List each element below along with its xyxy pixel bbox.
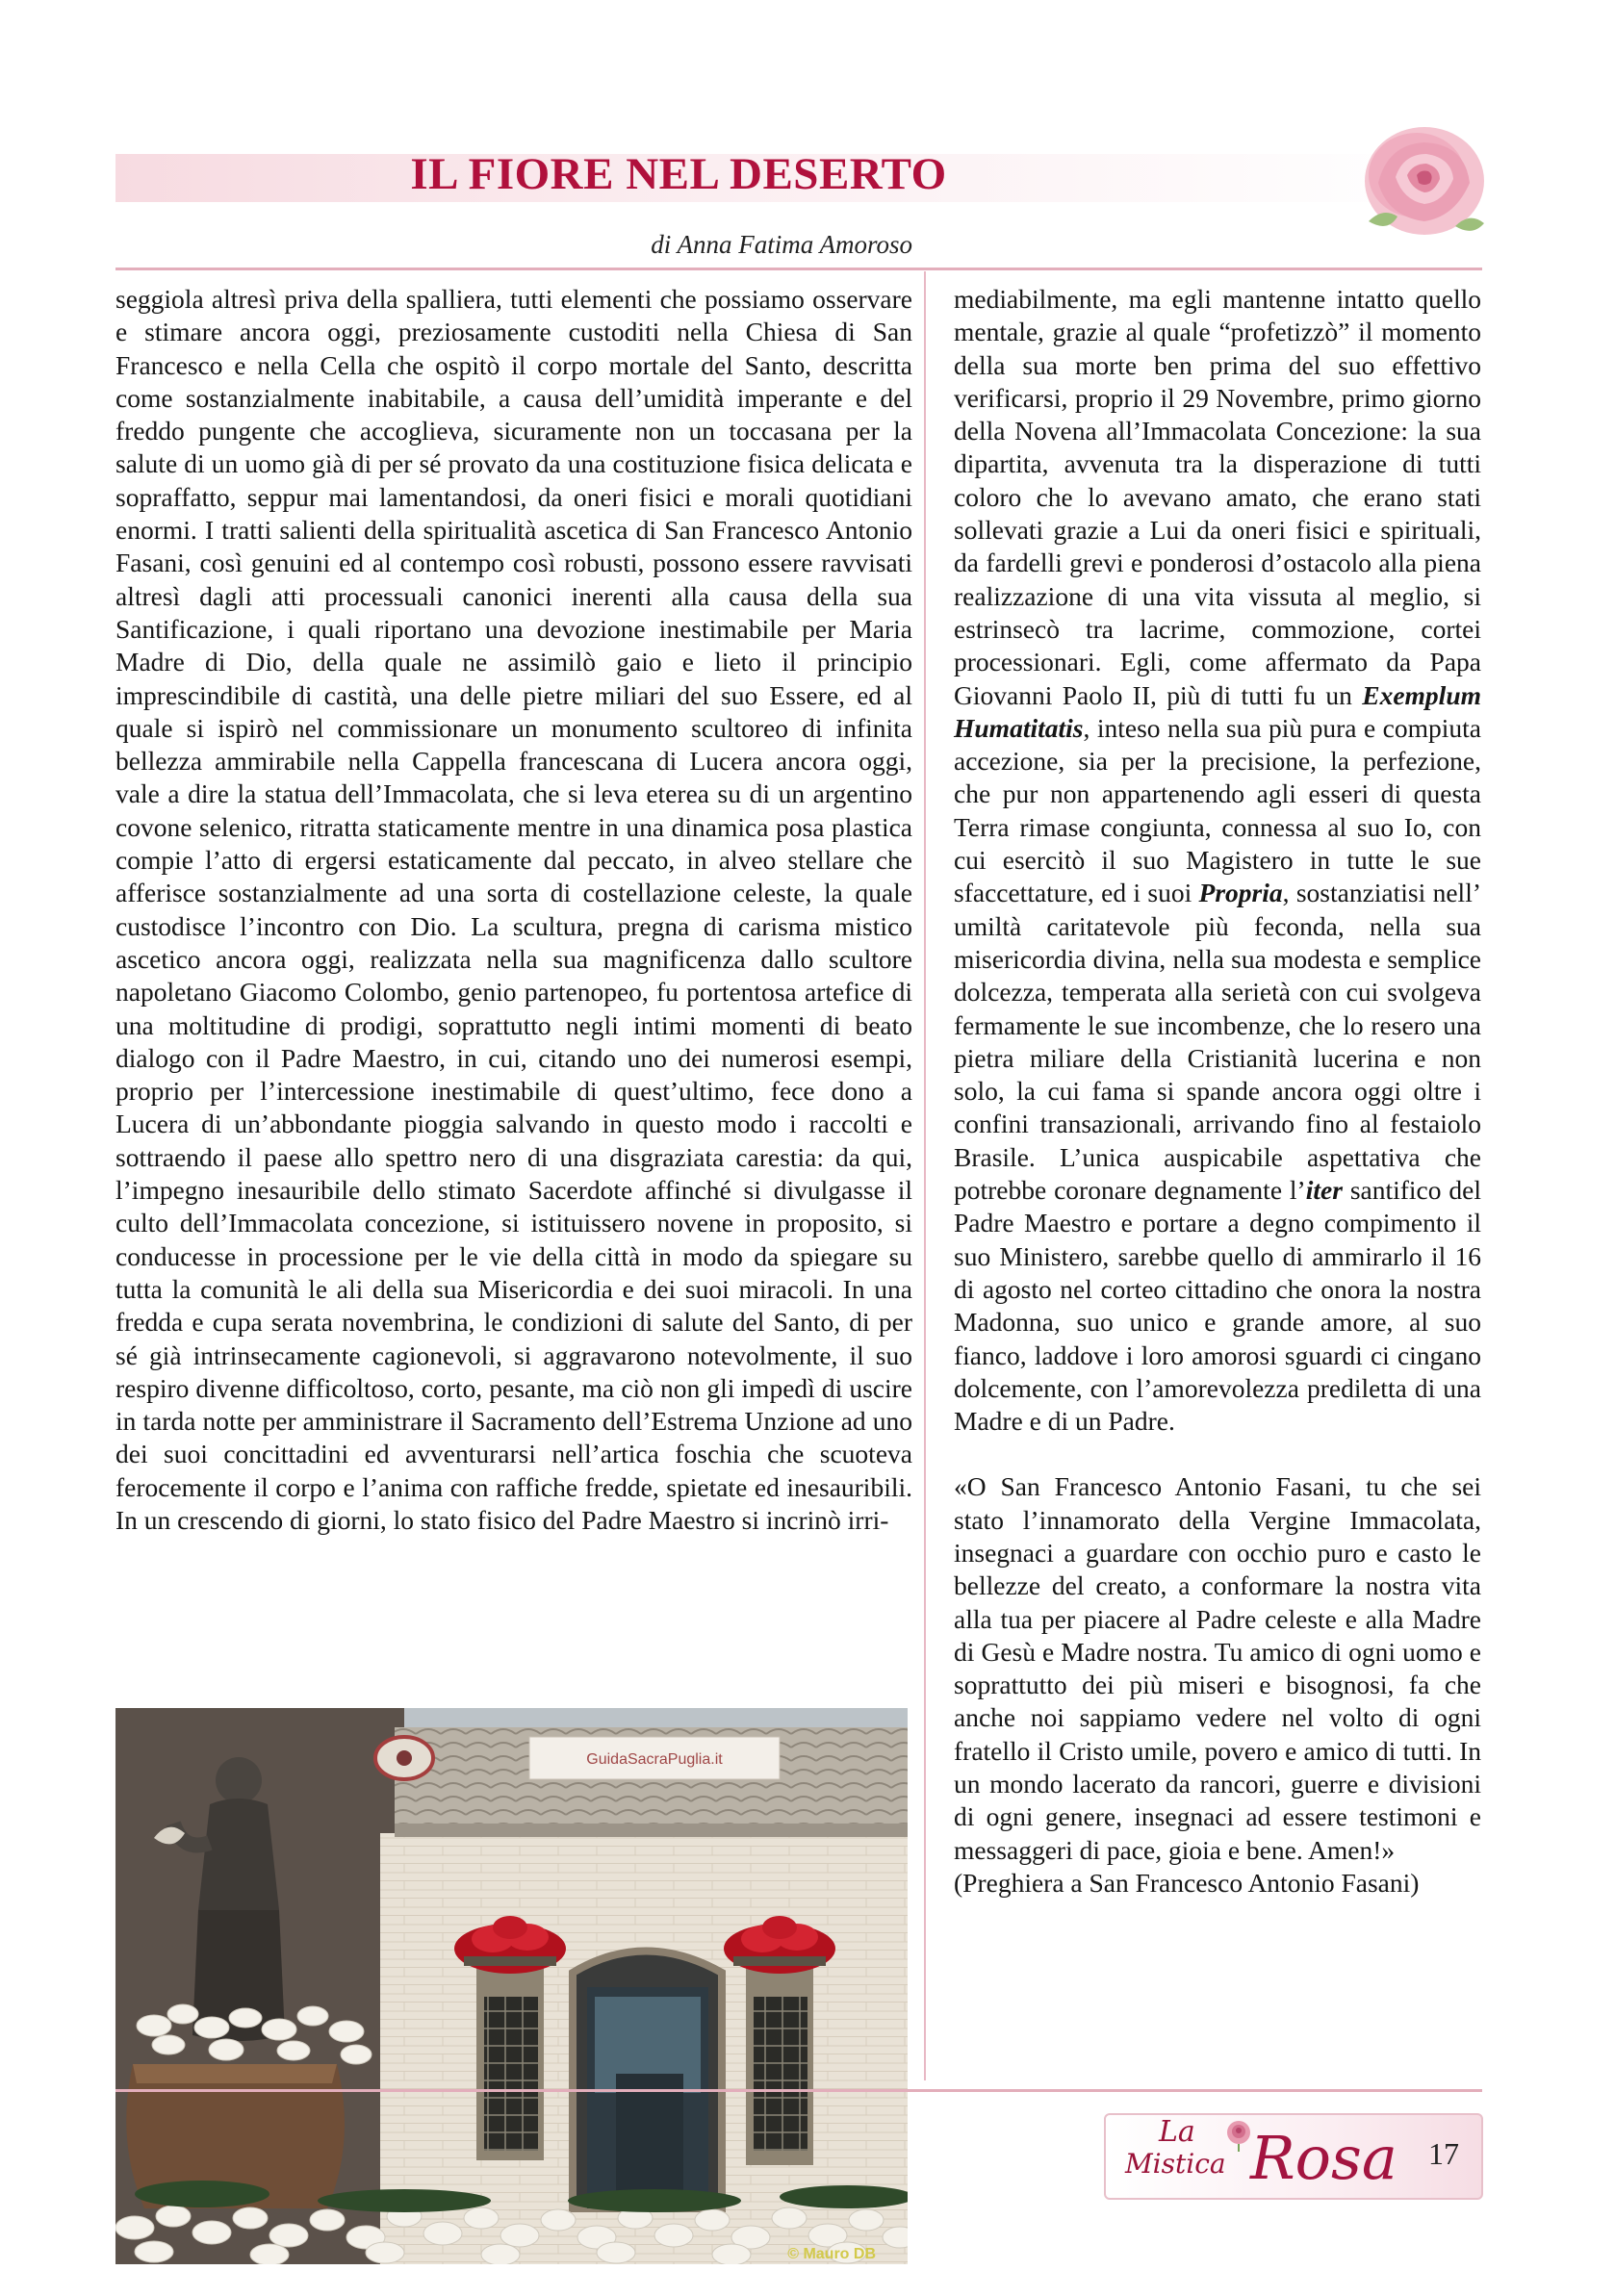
emphasis-exemplum: Exemplum Humatitatis: [954, 679, 1481, 743]
logo-mistica: Mistica: [1125, 2148, 1226, 2180]
logo-la: La: [1159, 2115, 1195, 2149]
logo-rosa: Rosa: [1250, 2123, 1397, 2193]
right-column-paragraph: [954, 283, 1481, 1438]
top-rule: [115, 268, 1482, 270]
rose-icon: [1349, 115, 1494, 245]
church-photo: [115, 1708, 908, 2264]
photo-credit: © Mauro DB: [787, 2246, 876, 2262]
text-segment: santifico del Padre Maestro e portare a degno compimento il suo Ministero, sarebbe quello di ammirarlo il 16 di agosto nel corteo cittadino che onora la nostra Madonna, suo unico e grande amore, al suo fianco, laddove i loro amorosi sguardi ci cingano dolcemente, con l’amorevolezza prediletta di una Madre e di un Padre.: [954, 1175, 1481, 1437]
text-segment: , inteso nella sua più pura e compiuta accezione, sia per la precisione, la perfezione, che pur non appartenendo agli esseri di questa Terra rimase congiunta, connessa al suo Io, con cui esercitò il suo Magistero in tutte le sue sfaccettature, ed i suoi: [954, 712, 1481, 908]
emphasis-propria: Propria: [1198, 878, 1283, 908]
prayer-text: «O San Francesco Antonio Fasani, tu che sei stato l’innamorato della Vergine Immacolata, insegnaci a guardare con occhio puro e casto le bellezze del creato, a conformare la nostra vita alla tua per piacere al Padre celeste e alla Madre di Gesù e Madre nostra. Tu amico di ogni uomo e soprattutto dei più miseri e bisognosi, fa che anche noi sappiamo vedere nel volto di ogni fratello il Cristo umile, povero e amico di tutti. In un mondo lacerato da rancori, guerre e divisioni di ogni genere, insegnaci ad essere testimoni e messaggeri di pace, gioia e bene. Amen!»: [954, 1471, 1481, 1865]
page-title: IL FIORE NEL DESERTO: [410, 149, 947, 199]
photo-illustration: [115, 1708, 908, 2264]
left-column-text: seggiola altresì priva della spalliera, tutti elementi che possiamo osservare e stimare ancora oggi, preziosamente custoditi nella Chiesa di San Francesco e nella Cella che ospitò il corpo mortale del Santo, descritta come sostanzialmente inabitabile, a causa dell’umidità imperante e del freddo pungente che accoglieva, sicuramente non un toccasana per la salute di un uomo già di per sé provato da una costituzione fisica delicata e sopraffatto, seppur mai lamentandosi, da oneri fisici e morali quotidiani enormi. I tratti salienti della spiritualità ascetica di San Francesco Antonio Fasani, così genuini ed al contempo così robusti, possono essere ravvisati altresì dagli atti processuali canonici inerenti alla causa della sua Santificazione, i quali riportano una devozione inestimabile per Maria Madre di Dio, della quale ne assimilò gaio e lieto il principio imprescindibile di castità, una delle pietre miliari del suo Essere, ed al quale si ispirò nel commissionare un monumento scultoreo di infinita bellezza ammirabile nella Cappella francescana di Lucera ancora oggi, vale a dire la statua dell’Immacolata, che si leva eterea su di un argentino covone selenico, ritratta staticamente mentre in una dinamica posa plastica compie l’atto di ergersi estaticamente dal peccato, in alveo stellare che afferisce sostanzialmente ad una sorta di costellazione celeste, la quale custodisce l’incontro con Dio. La scultura, pregna di carisma mistico ascetico ancora oggi, realizzata nella sua magnificenza dallo scultore napoletano Giacomo Colombo, genio partenopeo, fu portentosa artefice di una moltitudine di prodigi, soprattutto negli intimi momenti di beato dialogo con il Padre Maestro, in cui, citando uno dei numerosi esempi, proprio per l’intercessione inestimabile di quest’ultimo, fece dono a Lucera di un’abbondante pioggia salvando in questo modo i raccolti e sottraendo il paese allo spettro nero di una disgraziata carestia: da qui, l’impegno inesauribile dello stimato Sacerdote affinché si divulgasse il culto dell’Immacolata concezione, si istituissero novene in proposito, si conducesse in processione per le vie della città in modo da spiegare su tutta la comunità le ali della sua Misericordia e dei suoi miracoli. In una fredda e cupa serata novembrina, le condizioni di salute del Santo, di per sé già intrinsecamente cagionevoli, si aggravarono notevolmente, il suo respiro divenne difficoltoso, corto, pesante, ma ciò non gli impedì di uscire in tarda notte per amministrare il Sacramento dell’Estrema Unzione ad uno dei suoi concittadini ed avventurarsi nell’artica foschia che scuoteva ferocemente il corpo e l’anima con raffiche fredde, spietate ed inesauribili. In un crescendo di giorni, lo stato fisico del Padre Maestro si incrinò irri-: [115, 284, 912, 1535]
left-column: [115, 283, 912, 1537]
emphasis-iter: iter: [1305, 1175, 1343, 1206]
text-segment: , sostanziatisi nell’ umiltà caritatevole più feconda, nella sua misericordia divina, nella sua modesta e semplice dolcezza, temperata alla serietà con cui svolgeva fermamente le sue incombenze, che lo resero una pietra miliare della Cristianità lucerina e non solo, la cui fama si spande ancora oggi oltre i confini transazionali, arrivando fino al festaiolo Brasile. L’unica auspicabile aspettativa che potrebbe coronare degnamente l’: [954, 878, 1481, 1206]
website-sign: GuidaSacraPuglia.it: [586, 1751, 723, 1768]
text-segment: mediabilmente, ma egli mantenne intatto quello mentale, grazie al quale “profetizzò” il momento della sua morte ben prima del suo effettivo verificarsi, proprio il 29 Novembre, primo giorno della Novena all’Immacolata Concezione: la sua dipartita, avvenuta tra la disperazione di tutti coloro che lo avevano amato, che erano stati sollevati grazie a Lui da oneri fisici e spirituali, da fardelli grevi e ponderosi d’ostacolo alla piena realizzazione di una vita vissuta al meglio, si estrinsecò tra lacrime, commozione, cortei processionari. Egli, come affermato da Papa Giovanni Paolo II, più di tutti fu un: [954, 284, 1481, 710]
right-column: [954, 283, 1481, 1900]
byline: di Anna Fatima Amoroso: [651, 230, 912, 259]
bottom-rule: [115, 2089, 1482, 2092]
column-divider: [924, 271, 926, 2080]
magazine-logo: [1104, 2113, 1483, 2200]
page-number: 17: [1428, 2136, 1459, 2171]
prayer-attribution: (Preghiera a San Francesco Antonio Fasani): [954, 1867, 1420, 1898]
